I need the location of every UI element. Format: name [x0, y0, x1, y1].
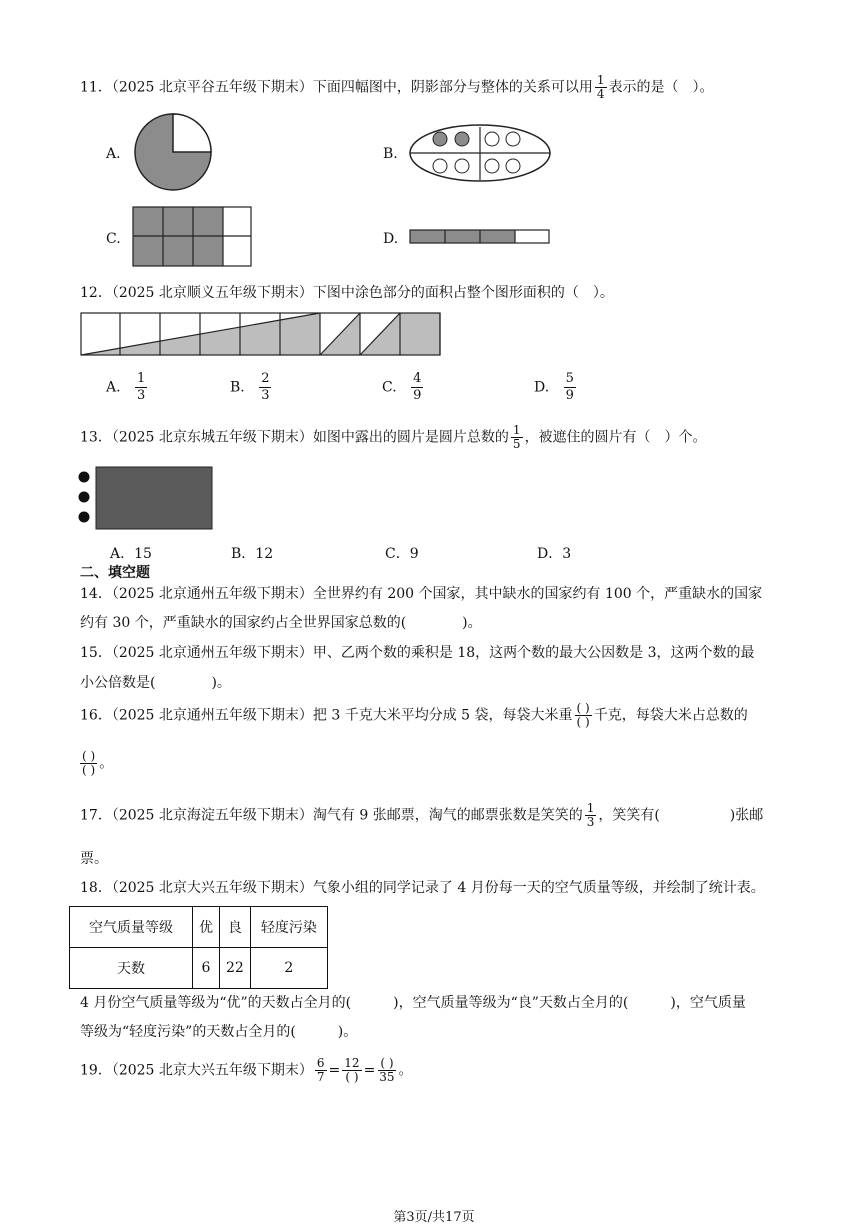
- q19-fraction-2: $\frac{12}{( )}$: [344, 1056, 360, 1084]
- q13-option-a: A．15: [110, 546, 152, 562]
- table-cell: 天数: [70, 948, 193, 989]
- q18-line1: 18．（2025 北京大兴五年级下期末）气象小组的同学记录了 4 月份每一天的空气质量等级，并绘制了统计表。: [80, 880, 765, 896]
- table-cell: 22: [220, 948, 251, 989]
- q14-line1: 14．（2025 北京通州五年级下期末）全世界约有 200 个国家，其中缺水的国家约有 100 个，严重缺水的国家: [80, 586, 763, 602]
- q16-line2: $\frac{( )}{( )}$ 。: [82, 749, 114, 777]
- q16-blank-fraction-2: $\frac{( )}{( )}$: [82, 749, 96, 777]
- q11-figure-d-bar: [409, 229, 551, 245]
- page-footer: 第3页/共17页: [393, 1210, 475, 1225]
- q11-option-c: C.: [106, 231, 121, 247]
- section-title-fill-blank: 二、填空题: [80, 565, 150, 581]
- table-row: [70, 907, 328, 948]
- q13-option-b: B．12: [231, 546, 274, 562]
- table-header-cell: 轻度污染: [250, 907, 327, 948]
- q15-line2: 小公倍数是( )。: [80, 675, 231, 691]
- q19-stem: 19．（2025 北京大兴五年级下期末） $\frac{6}{7}$ = $\frac{12}{( )}$ = $\frac{( )}{35}$ 。: [80, 1056, 413, 1084]
- q12-option-a: A. $\frac{1}{3}$: [106, 371, 146, 403]
- q17-fraction: $\frac{1}{3}$: [586, 801, 595, 829]
- q11-option-a: A.: [106, 146, 121, 162]
- q12-option-b: B. $\frac{2}{3}$: [230, 371, 270, 403]
- table-row: [70, 948, 328, 989]
- q11-option-d: D.: [383, 231, 399, 247]
- q11-figure-a-circle: [130, 110, 216, 194]
- q18-air-quality-table: [69, 906, 328, 989]
- q13-fraction: $\frac{1}{5}$: [512, 423, 521, 451]
- q16-stem: 16．（2025 北京通州五年级下期末）把 3 千克大米平均分成 5 袋，每袋大米重 $\frac{( )}{( )}$ 千克，每袋大米占总数的: [80, 701, 748, 729]
- q13-stem: 13．（2025 北京东城五年级下期末）如图中露出的圆片是圆片总数的 $\frac{1}{5}$ ，被遮住的圆片有（ ）个。: [80, 423, 707, 451]
- q12-figure-strip: [80, 312, 442, 356]
- q15-line1: 15．（2025 北京通州五年级下期末）甲、乙两个数的乘积是 18，这两个数的最大公因数是 3，这两个数的最: [80, 645, 755, 661]
- table-header-cell: 空气质量等级: [70, 907, 193, 948]
- q13-figure-discs: [76, 466, 216, 530]
- q13-option-d: D．3: [537, 546, 572, 562]
- q12-option-c: C. $\frac{4}{9}$: [382, 371, 422, 403]
- q18-line2: 4 月份空气质量等级为“优”的天数占全月的( )，空气质量等级为“良”天数占全月的( )，空气质量: [80, 995, 746, 1011]
- q11-figure-b-ellipse: [405, 122, 555, 184]
- q16-blank-fraction-1: $\frac{( )}{( )}$: [576, 701, 590, 729]
- q19-fraction-1: $\frac{6}{7}$: [316, 1056, 325, 1084]
- q18-line3: 等级为“轻度污染”的天数占全月的( )。: [80, 1024, 358, 1040]
- q14-line2: 约有 30 个，严重缺水的国家约占全世界国家总数的( )。: [80, 615, 482, 631]
- table-cell: 6: [193, 948, 220, 989]
- q12-stem: 12．（2025 北京顺义五年级下期末）下图中涂色部分的面积占整个图形面积的（ ）。: [80, 285, 614, 301]
- q11-stem: 11．（2025 北京平谷五年级下期末）下面四幅图中，阴影部分与整体的关系可以用 $\frac{1}{4}$ 表示的是（ ）。: [80, 73, 714, 101]
- q11-fraction: $\frac{1}{4}$: [596, 73, 605, 101]
- q19-fraction-3: $\frac{( )}{35}$: [379, 1056, 395, 1084]
- table-cell: 2: [250, 948, 327, 989]
- q13-option-c: C．9: [385, 546, 419, 562]
- q17-line2: 票。: [80, 851, 108, 867]
- q17-stem: 17．（2025 北京海淀五年级下期末）淘气有 9 张邮票，淘气的邮票张数是笑笑的 $\frac{1}{3}$ ，笑笑有( )张邮: [80, 801, 764, 829]
- q12-option-d: D. $\frac{5}{9}$: [534, 371, 574, 403]
- q11-figure-c-grid: [132, 206, 252, 268]
- table-header-cell: 良: [220, 907, 251, 948]
- q11-option-b: B.: [383, 146, 398, 162]
- table-header-cell: 优: [193, 907, 220, 948]
